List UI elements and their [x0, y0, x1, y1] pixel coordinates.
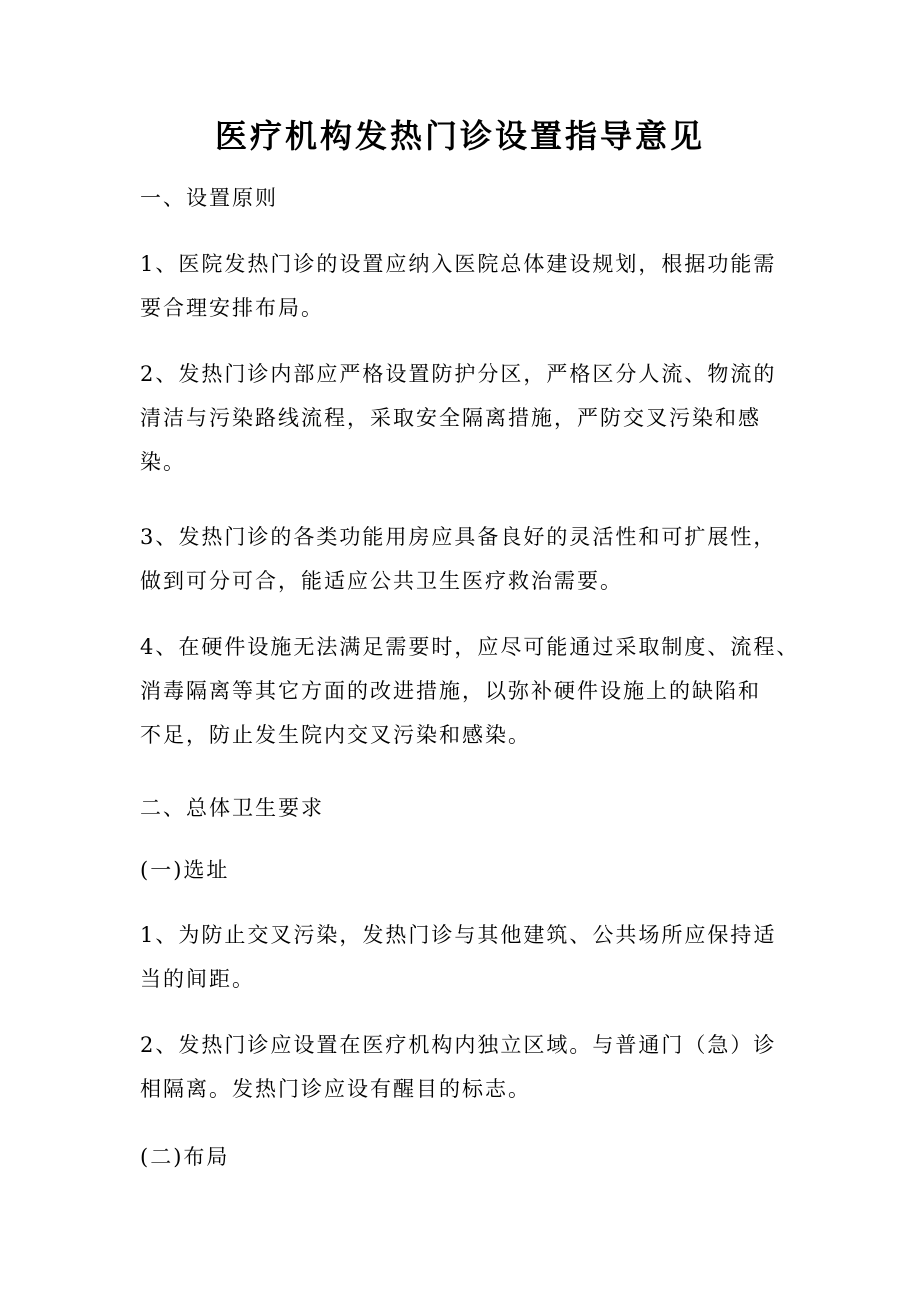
paragraph-line: 清洁与污染路线流程，采取安全隔离措施，严防交叉污染和感: [140, 406, 761, 430]
paragraph-line: 2、发热门诊内部应严格设置防护分区，严格区分人流、物流的: [140, 362, 777, 386]
section-heading-principles: [140, 176, 800, 220]
document-title: 医疗机构发热门诊设置指导意见: [214, 117, 705, 155]
heading-text: 二、总体卫生要求: [140, 796, 324, 820]
paragraph-line: 做到可分可合，能适应公共卫生医疗救治需要。: [140, 569, 623, 593]
paragraph-line: 不足，防止发生院内交叉污染和感染。: [140, 723, 531, 747]
paragraph-line: 染。: [140, 450, 186, 474]
subsection-heading-site: [140, 848, 800, 892]
heading-text: (一)选址: [140, 858, 230, 882]
paragraph-line: 当的间距。: [140, 967, 255, 991]
subsection-heading-layout: [140, 1135, 800, 1179]
paragraph-line: 相隔离。发热门诊应设有醒目的标志。: [140, 1077, 531, 1101]
paragraph-line: 1、为防止交叉污染，发热门诊与其他建筑、公共场所应保持适: [140, 923, 777, 947]
paragraph-line: 4、在硬件设施无法满足需要时，应尽可能通过采取制度、流程、: [140, 635, 800, 659]
heading-text: (二)布局: [140, 1145, 230, 1169]
paragraph-4: [140, 625, 800, 757]
heading-text: 一、设置原则: [140, 186, 278, 210]
paragraph-line: 要合理安排布局。: [140, 296, 324, 320]
paragraph-site-2: [140, 1023, 800, 1111]
paragraph-site-1: [140, 913, 800, 1001]
paragraph-3: [140, 515, 800, 603]
paragraph-2: [140, 352, 800, 484]
paragraph-line: 2、发热门诊应设置在医疗机构内独立区域。与普通门（急）诊: [140, 1033, 777, 1057]
paragraph-line: 1、医院发热门诊的设置应纳入医院总体建设规划，根据功能需: [140, 252, 777, 276]
paragraph-line: 消毒隔离等其它方面的改进措施，以弥补硬件设施上的缺陷和: [140, 679, 761, 703]
paragraph-line: 3、发热门诊的各类功能用房应具备良好的灵活性和可扩展性，: [140, 525, 777, 549]
paragraph-1: [140, 242, 800, 330]
section-heading-hygiene: [140, 786, 800, 830]
